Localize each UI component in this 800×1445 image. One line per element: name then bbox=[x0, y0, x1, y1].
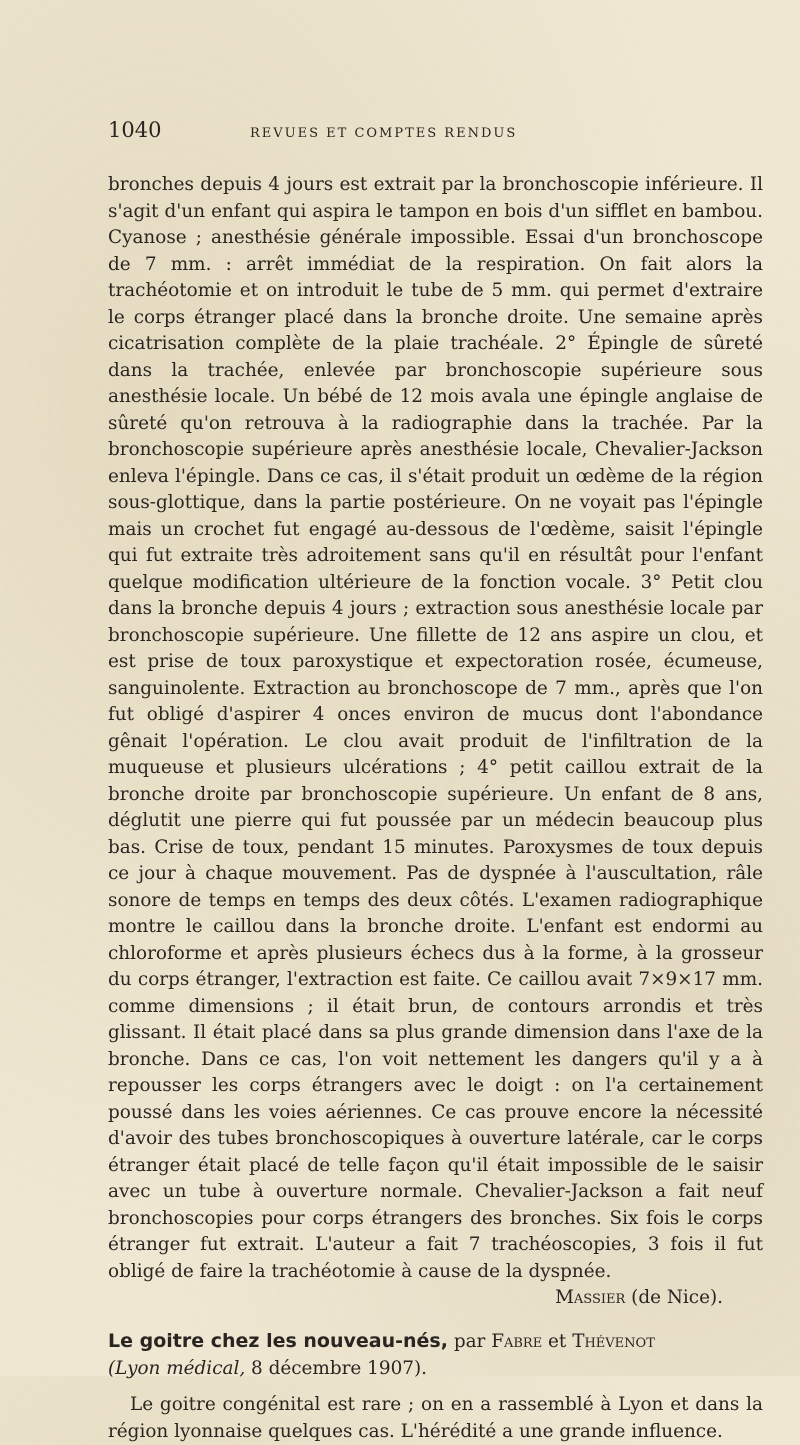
signature-place: (de Nice). bbox=[631, 1287, 723, 1308]
signature-name: Massier bbox=[555, 1287, 626, 1308]
running-head bbox=[108, 118, 763, 154]
signature bbox=[108, 1287, 723, 1308]
article-source: (Lyon médical, bbox=[108, 1357, 246, 1379]
running-title: REVUES ET COMPTES RENDUS bbox=[250, 126, 518, 141]
authors-prefix: par bbox=[453, 1331, 486, 1352]
author-2: Thévenot bbox=[572, 1331, 655, 1352]
article-heading bbox=[108, 1328, 763, 1382]
article-intro: Le goitre congénital est rare ; on en a rassemblé à Lyon et dans la région lyonnaise quelques cas. L'hérédité a une grande influence. bbox=[108, 1394, 763, 1442]
authors-joiner: et bbox=[548, 1331, 567, 1352]
body-paragraph: bronches depuis 4 jours est extrait par la bronchoscopie inférieure. Il s'agit d'un enfant qui aspira le tampon en bois d'un sifflet en bambou. Cyanose ; anesthésie générale impossible. Essai d'un bronchoscope de 7 mm. : arrêt immédiat de la respiration. On fait alors la trachéotomie et on introduit le tube de 5 mm. qui permet d'extraire le corps étranger placé dans la bronche droite. Une semaine après cicatrisation complète de la plaie trachéale. 2° Épingle de sûreté dans la trachée, enlevée par bronchoscopie supérieure sous anesthésie locale. Un bébé de 12 mois avala une épingle anglaise de sûreté qu'on retrouva à la radiographie dans la trachée. Par la bronchoscopie supérieure après anesthésie locale, Chevalier-Jackson enleva l'épingle. Dans ce cas, il s'était produit un œdème de la région sous-glottique, dans la partie postérieure. On ne voyait pas l'épingle mais un crochet fut engagé au-dessous de l'œdème, saisit l'épingle qui fut extraite très adroitement sans qu'il en résultât pour l'enfant quelque modification ultérieure de la fonction vocale. 3° Petit clou dans la bronche depuis 4 jours ; extraction sous anesthésie locale par bronchoscopie supérieure. Une fillette de 12 ans aspire un clou, et est prise de toux paroxystique et expectoration rosée, écumeuse, sanguinolente. Extraction au bronchoscope de 7 mm., après que l'on fut obligé d'aspirer 4 onces environ de mucus dont l'abondance gênait l'opération. Le clou avait produit de l'infiltration de la muqueuse et plusieurs ulcérations ; 4° petit caillou extrait de la bronche droite par bronchoscopie supérieure. Un enfant de 8 ans, déglutit une pierre qui fut poussée par un médecin beaucoup plus bas. Crise de toux, pendant 15 minutes. Paroxysmes de toux depuis ce jour à chaque mouvement. Pas de dyspnée à l'auscultation, râle sonore de temps en temps des deux côtés. L'examen radiographique montre le caillou dans la bronche droite. L'enfant est endormi au chloroforme et après plusieurs échecs dus à la forme, à la grosseur du corps étranger, l'extraction est faite. Ce caillou avait 7×9×17 mm. comme dimensions ; il était brun, de contours arrondis et très glissant. Il était placé dans sa plus grande dimension dans l'axe de la bronche. Dans ce cas, l'on voit nettement les dangers qu'il y a à repousser les corps étrangers avec le doigt : on l'a certainement poussé dans les voies aériennes. Ce cas prouve encore la nécessité d'avoir des tubes bronchoscopiques à ouverture latérale, car le corps étranger était placé de telle façon qu'il était impossible de le saisir avec un tube à ouverture normale. Chevalier-Jackson a fait neuf bronchoscopies pour corps étrangers des bronches. Six fois le corps étranger fut extrait. L'auteur a fait 7 trachéoscopies, 3 fois il fut obligé de faire la trachéotomie à cause de la dyspnée. bbox=[108, 174, 763, 1282]
page-number: 1040 bbox=[108, 118, 162, 142]
article-date: 8 décembre 1907). bbox=[251, 1357, 427, 1379]
article-title: Le goitre chez les nouveau-nés, bbox=[108, 1330, 448, 1352]
page bbox=[108, 118, 763, 1445]
author-1: Fabre bbox=[491, 1331, 543, 1352]
article-authors bbox=[454, 1331, 655, 1352]
